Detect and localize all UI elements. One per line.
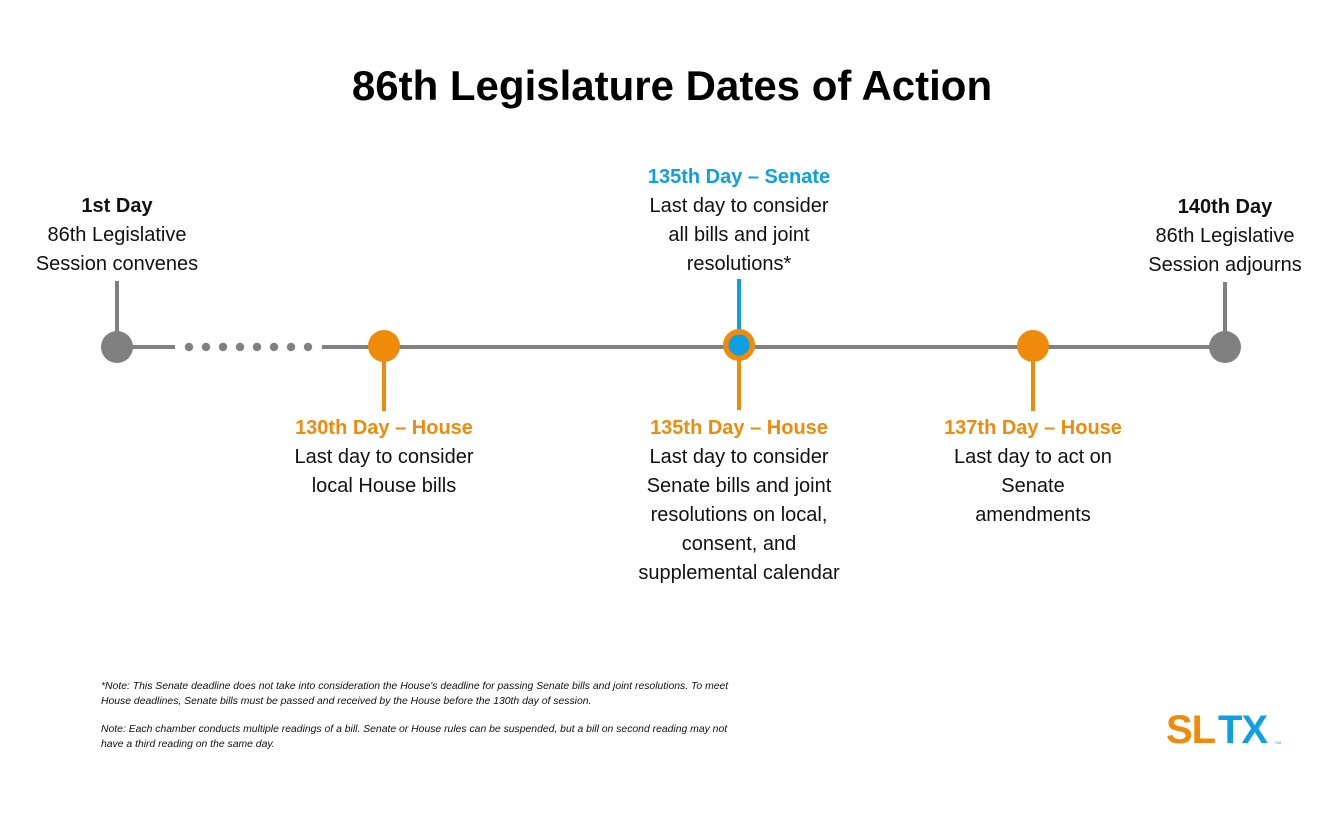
event-heading: 140th Day: [1177, 196, 1273, 218]
event-day137: [913, 414, 1153, 530]
marker-day137: [1017, 330, 1049, 362]
event-desc-line: Session adjourns: [1148, 254, 1302, 276]
event-day135-house: [609, 414, 869, 588]
event-desc-line: consent, and: [681, 533, 797, 555]
event-desc-line: amendments: [975, 504, 1091, 526]
event-desc-line: resolutions on local,: [650, 504, 828, 526]
event-heading: 130th Day – House: [295, 417, 473, 439]
event-day130: [264, 414, 504, 501]
event-desc-line: Senate bills and joint: [646, 475, 832, 497]
event-desc-line: Last day to consider: [649, 195, 829, 217]
event-desc-line: 86th Legislative: [1155, 225, 1295, 247]
marker-day130: [368, 330, 400, 362]
event-desc-line: resolutions*: [686, 253, 792, 275]
event-day140: [1125, 193, 1325, 280]
event-desc-line: supplemental calendar: [638, 562, 840, 584]
event-heading: 1st Day: [81, 195, 153, 217]
logo-service-mark: SM: [1275, 740, 1281, 745]
footnote-senate-deadline: *Note: This Senate deadline does not take into consideration the House's deadline for passing Senate bills and joint resolutions. To meet House deadlines, Senate bills must be passed and received by the House before the 130th day of session.: [101, 681, 729, 707]
event-desc-line: Last day to consider: [649, 446, 829, 468]
event-heading: 135th Day – House: [650, 417, 828, 439]
footnote-readings: Note: Each chamber conducts multiple readings of a bill. Senate or House rules can be suspended, but a bill on second reading may not have a third reading on the same day.: [101, 724, 728, 750]
footnotes: [101, 680, 741, 766]
event-desc-line: Last day to act on: [954, 446, 1112, 468]
sltx-logo: [1166, 706, 1286, 752]
event-desc-line: Session convenes: [35, 253, 199, 275]
event-heading: 137th Day – House: [944, 417, 1122, 439]
event-heading: 135th Day – Senate: [647, 166, 831, 188]
marker-day140: [1209, 331, 1241, 363]
page-title: 86th Legislature Dates of Action: [351, 62, 993, 109]
event-desc-line: all bills and joint: [668, 224, 810, 246]
marker-day1: [101, 331, 133, 363]
event-desc-line: 86th Legislative: [47, 224, 187, 246]
logo-text-orange: SL: [1166, 708, 1216, 752]
event-desc-line: Senate: [1001, 475, 1065, 497]
logo-text-blue: TX: [1218, 708, 1268, 752]
timeline-gap-dots: [185, 343, 312, 351]
marker-day135-senate: [729, 335, 750, 356]
event-desc-line: local House bills: [311, 475, 457, 497]
event-desc-line: Last day to consider: [294, 446, 474, 468]
event-day135-senate: [609, 163, 869, 279]
event-day1: [17, 192, 217, 279]
